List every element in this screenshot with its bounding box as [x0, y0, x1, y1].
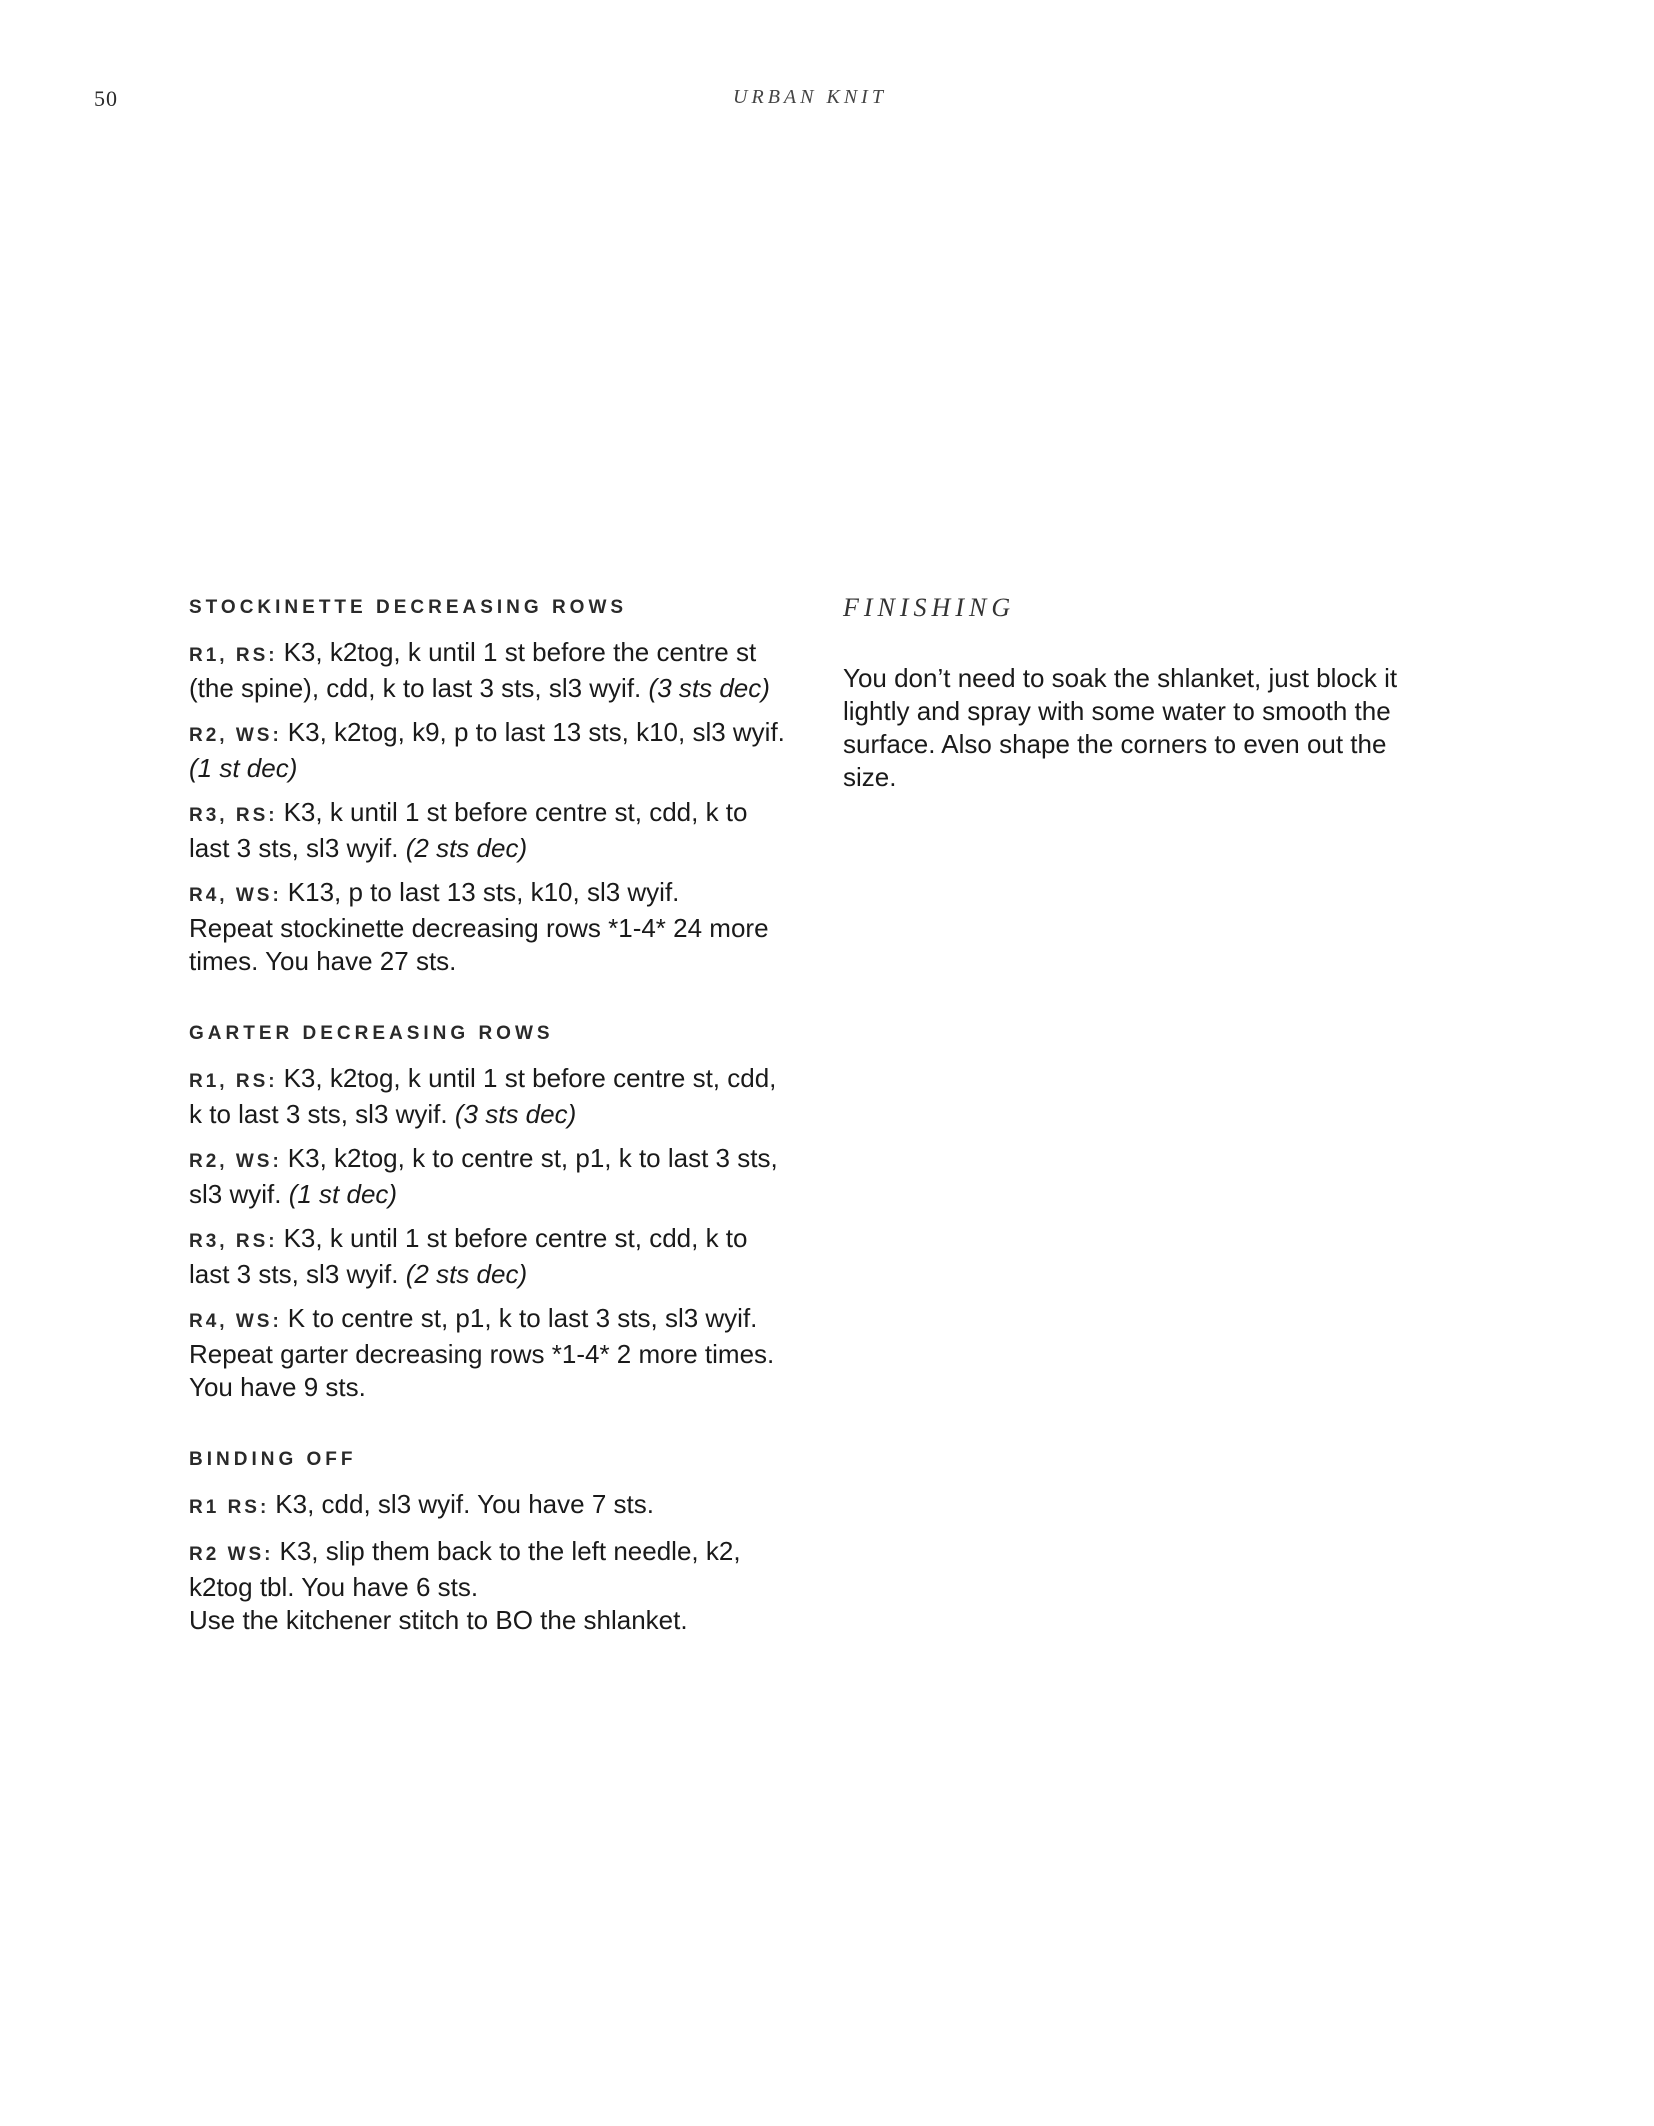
row-label: R2 WS:: [189, 1544, 274, 1565]
row-label: R3, RS:: [189, 805, 278, 826]
stockinette-row-2: [189, 716, 789, 785]
row-text: K3, slip them back to the left needle, k2, k2tog tbl. You have 6 sts.: [189, 1536, 741, 1602]
section-heading: BINDING OFF: [189, 1449, 357, 1470]
row-label: R2, WS:: [189, 725, 282, 746]
row-label: R3, RS:: [189, 1231, 278, 1252]
stockinette-row-1: [189, 636, 789, 705]
row-text: K13, p to last 13 sts, k10, sl3 wyif.: [287, 877, 680, 907]
row-note: (2 sts dec): [405, 1259, 528, 1289]
row-label: R4, WS:: [189, 1311, 282, 1332]
finishing-column: [843, 592, 1443, 794]
repeat-instruction: Repeat stockinette decreasing rows *1-4* 24 more times. You have 27 sts.: [189, 913, 769, 976]
garter-row-1: [189, 1062, 789, 1131]
row-label: R1, RS:: [189, 645, 278, 666]
final-instruction: Use the kitchener stitch to BO the shlanket.: [189, 1605, 688, 1635]
row-label: R1, RS:: [189, 1071, 278, 1092]
row-text: K to centre st, p1, k to last 3 sts, sl3 wyif.: [287, 1303, 758, 1333]
instructions-column: [189, 596, 789, 1681]
row-label: R1 RS:: [189, 1497, 270, 1518]
row-text: K3, k2tog, k9, p to last 13 sts, k10, sl3 wyif.: [287, 717, 785, 747]
row-label: R4, WS:: [189, 885, 282, 906]
garter-row-4: [189, 1302, 789, 1404]
stockinette-section: [189, 596, 789, 978]
row-note: (1 st dec): [189, 753, 298, 783]
row-text: K3, k until 1 st before centre st, cdd, k to last 3 sts, sl3 wyif.: [189, 797, 748, 863]
row-text: K3, k2tog, k until 1 st before centre st, cdd, k to last 3 sts, sl3 wyif.: [189, 1063, 777, 1129]
finishing-heading: FINISHING: [843, 593, 1016, 622]
binding-row-2: [189, 1535, 789, 1637]
row-text: K3, cdd, sl3 wyif. You have 7 sts.: [275, 1489, 654, 1519]
binding-off-section: [189, 1448, 789, 1637]
row-text: K3, k until 1 st before centre st, cdd, k to last 3 sts, sl3 wyif.: [189, 1223, 748, 1289]
row-note: (3 sts dec): [648, 673, 770, 703]
section-heading: STOCKINETTE DECREASING ROWS: [189, 597, 628, 618]
stockinette-row-3: [189, 796, 789, 865]
garter-section: [189, 1022, 789, 1404]
repeat-instruction: Repeat garter decreasing rows *1-4* 2 more times. You have 9 sts.: [189, 1339, 775, 1402]
garter-row-2: [189, 1142, 789, 1211]
row-label: R2, WS:: [189, 1151, 282, 1172]
binding-row-1: [189, 1488, 789, 1524]
row-note: (3 sts dec): [454, 1099, 577, 1129]
finishing-text: You don’t need to soak the shlanket, just block it lightly and spray with some water to smooth the surface. Also shape the corners to even out the size.: [843, 663, 1398, 792]
row-note: (1 st dec): [288, 1179, 398, 1209]
page-number: 50: [94, 86, 118, 111]
row-text: K3, k2tog, k until 1 st before the centre st (the spine), cdd, k to last 3 sts, sl3 wyif.: [189, 637, 757, 703]
stockinette-row-4: [189, 876, 789, 978]
running-header: URBAN KNIT: [733, 86, 887, 108]
row-note: (2 sts dec): [405, 833, 528, 863]
garter-row-3: [189, 1222, 789, 1291]
section-heading: GARTER DECREASING ROWS: [189, 1023, 554, 1044]
row-text: K3, k2tog, k to centre st, p1, k to last 3 sts, sl3 wyif.: [189, 1143, 778, 1209]
